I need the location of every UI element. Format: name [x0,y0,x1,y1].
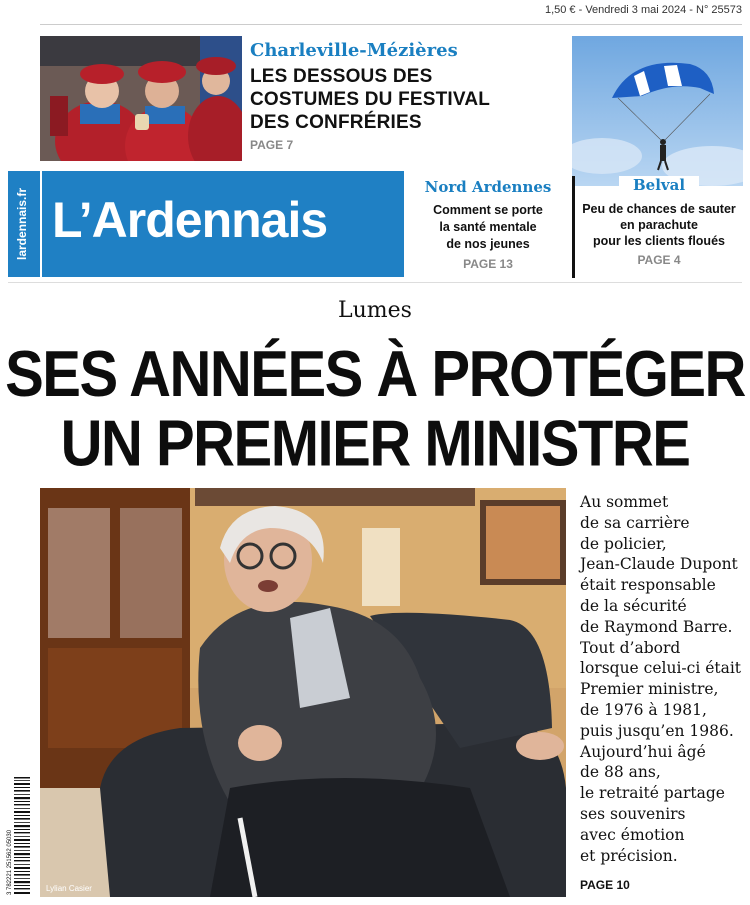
body-line: de policier, [580,534,667,553]
body-line: Au sommet [580,493,669,511]
body-line: de sa carrière [580,513,690,532]
masthead-divider [40,171,42,277]
body-line: de 1976 à 1981, [580,700,707,719]
barcode-graphic [6,775,32,897]
main-headline[interactable] [0,337,750,480]
teaser-page-ref: PAGE 7 [250,138,294,152]
main-kicker: Lumes [338,298,412,323]
body-line: de la sécurité [580,596,687,615]
barcode [6,775,32,897]
body-line: ses souvenirs [580,804,686,823]
nord-text-line: de nos jeunes [446,237,530,251]
belval-kicker: Belval [619,176,699,194]
body-line: était responsable [580,576,716,595]
body-line: puis jusqu’en 1986. [580,721,734,740]
masthead-logo: L’Ardennais [52,192,328,248]
body-line: et précision. [580,846,678,865]
masthead[interactable] [8,171,404,277]
photo-credit: Lylian Casier [46,884,92,893]
belval-text-line: Peu de chances de sauter [582,202,736,216]
teaser-photo-confreries[interactable] [40,36,242,161]
body-line: le retraité partage [580,784,725,803]
section-divider [8,282,742,283]
confreries-illustration [40,36,242,161]
headline-line: SES ANNÉES À PROTÉGER [5,337,745,411]
teaser-title-line: LES DESSOUS DES [250,66,433,87]
main-page-ref: PAGE 10 [580,878,630,892]
body-line: Jean-Claude Dupont [580,555,738,574]
body-line: de 88 ans, [580,763,661,782]
teaser-nord-ardennes[interactable] [414,178,562,271]
nord-text-line: la santé mentale [439,220,537,234]
belval-text-line: pour les clients floués [593,234,725,248]
body-line: Tout d’abord [580,638,681,657]
nord-kicker: Nord Ardennes [424,178,552,196]
belval-text [575,201,743,249]
body-line: de Raymond Barre. [580,617,733,636]
teaser-confreries[interactable] [250,40,550,152]
masthead-url-text: lardennais.fr [15,187,29,261]
belval-text-line: en parachute [620,218,698,232]
teaser-title-line: DES CONFRÉRIES [250,112,422,133]
body-line: avec émotion [580,825,685,844]
main-body-text[interactable] [580,492,745,866]
main-photo[interactable] [40,488,566,897]
portrait-illustration [40,488,566,897]
issue-info: 1,50 € - Vendredi 3 mai 2024 - N° 25573 [544,4,742,16]
teaser-kicker: Charleville-Mézières [250,40,458,61]
masthead-url[interactable] [8,171,36,277]
teaser-belval[interactable] [572,176,743,278]
body-line: Premier ministre, [580,680,719,699]
teaser-title [250,65,550,134]
barcode-digits: 3 782221 251562 05030 [7,829,13,895]
body-line: lorsque celui-ci était [580,659,742,678]
nord-page-ref: PAGE 13 [463,257,513,271]
nord-text-line: Comment se porte [433,203,543,217]
teaser-title-line: COSTUMES DU FESTIVAL [250,89,491,110]
belval-page-ref: PAGE 4 [637,253,681,267]
parachute-illustration [572,36,743,186]
headline-line: UN PREMIER MINISTRE [60,407,690,480]
top-divider [40,24,742,25]
nord-text [414,202,562,253]
parachute-photo[interactable] [572,36,743,186]
body-line: Aujourd’hui âgé [580,742,706,761]
